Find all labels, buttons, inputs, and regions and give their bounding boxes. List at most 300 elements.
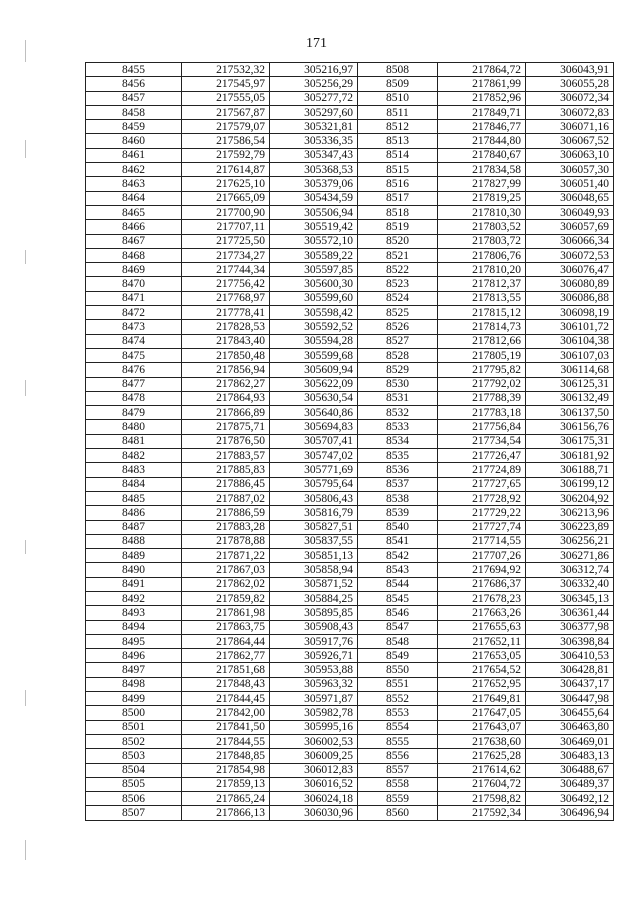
x-coordinate-cell: 217598,82 [438,792,526,806]
x-coordinate-cell: 217792,02 [438,377,526,391]
x-coordinate-cell: 217828,53 [182,320,270,334]
x-coordinate-cell: 217886,59 [182,506,270,520]
y-coordinate-cell: 305816,79 [270,506,358,520]
point-number-cell: 8477 [86,377,182,391]
point-number-cell: 8530 [358,377,438,391]
x-coordinate-cell: 217859,82 [182,591,270,605]
y-coordinate-cell: 306049,93 [526,205,614,219]
y-coordinate-cell: 305277,72 [270,91,358,105]
x-coordinate-cell: 217686,37 [438,577,526,591]
point-number-cell: 8471 [86,291,182,305]
table-row [86,649,614,663]
y-coordinate-cell: 305995,16 [270,720,358,734]
table-row [86,677,614,691]
x-coordinate-cell: 217887,02 [182,491,270,505]
point-number-cell: 8499 [86,692,182,706]
table-row [86,577,614,591]
point-number-cell: 8464 [86,191,182,205]
x-coordinate-cell: 217813,55 [438,291,526,305]
y-coordinate-cell: 306137,50 [526,406,614,420]
point-number-cell: 8474 [86,334,182,348]
point-number-cell: 8524 [358,291,438,305]
point-number-cell: 8466 [86,220,182,234]
point-number-cell: 8455 [86,63,182,77]
x-coordinate-cell: 217654,52 [438,663,526,677]
y-coordinate-cell: 305971,87 [270,692,358,706]
scan-edge-mark [25,690,26,706]
x-coordinate-cell: 217864,44 [182,634,270,648]
table-row [86,706,614,720]
table-row [86,220,614,234]
point-number-cell: 8553 [358,706,438,720]
y-coordinate-cell: 306072,83 [526,105,614,119]
y-coordinate-cell: 306204,92 [526,491,614,505]
point-number-cell: 8456 [86,77,182,91]
y-coordinate-cell: 306080,89 [526,277,614,291]
x-coordinate-cell: 217843,40 [182,334,270,348]
x-coordinate-cell: 217810,20 [438,263,526,277]
x-coordinate-cell: 217734,54 [438,434,526,448]
y-coordinate-cell: 305884,25 [270,591,358,605]
point-number-cell: 8486 [86,506,182,520]
table-row [86,491,614,505]
point-number-cell: 8544 [358,577,438,591]
x-coordinate-cell: 217863,75 [182,620,270,634]
point-number-cell: 8537 [358,477,438,491]
point-number-cell: 8502 [86,734,182,748]
point-number-cell: 8475 [86,348,182,362]
x-coordinate-cell: 217805,19 [438,348,526,362]
y-coordinate-cell: 305871,52 [270,577,358,591]
x-coordinate-cell: 217862,02 [182,577,270,591]
x-coordinate-cell: 217604,72 [438,777,526,791]
y-coordinate-cell: 306483,13 [526,749,614,763]
y-coordinate-cell: 305598,42 [270,306,358,320]
y-coordinate-cell: 305795,64 [270,477,358,491]
x-coordinate-cell: 217756,84 [438,420,526,434]
point-number-cell: 8497 [86,663,182,677]
y-coordinate-cell: 306024,18 [270,792,358,806]
point-number-cell: 8547 [358,620,438,634]
y-coordinate-cell: 306057,69 [526,220,614,234]
y-coordinate-cell: 305917,76 [270,634,358,648]
point-number-cell: 8533 [358,420,438,434]
x-coordinate-cell: 217864,93 [182,391,270,405]
y-coordinate-cell: 305806,43 [270,491,358,505]
x-coordinate-cell: 217841,50 [182,720,270,734]
point-number-cell: 8490 [86,563,182,577]
point-number-cell: 8503 [86,749,182,763]
y-coordinate-cell: 305953,88 [270,663,358,677]
x-coordinate-cell: 217532,32 [182,63,270,77]
point-number-cell: 8470 [86,277,182,291]
x-coordinate-cell: 217714,55 [438,534,526,548]
point-number-cell: 8485 [86,491,182,505]
table-row [86,749,614,763]
x-coordinate-cell: 217653,05 [438,649,526,663]
table-row [86,663,614,677]
point-number-cell: 8488 [86,534,182,548]
x-coordinate-cell: 217567,87 [182,105,270,119]
table-row [86,591,614,605]
x-coordinate-cell: 217678,23 [438,591,526,605]
x-coordinate-cell: 217592,79 [182,148,270,162]
point-number-cell: 8472 [86,306,182,320]
table-row [86,105,614,119]
x-coordinate-cell: 217795,82 [438,363,526,377]
y-coordinate-cell: 306076,47 [526,263,614,277]
point-number-cell: 8540 [358,520,438,534]
table-row [86,363,614,377]
y-coordinate-cell: 306496,94 [526,806,614,820]
point-number-cell: 8522 [358,263,438,277]
x-coordinate-cell: 217866,89 [182,406,270,420]
x-coordinate-cell: 217744,34 [182,263,270,277]
x-coordinate-cell: 217846,77 [438,120,526,134]
x-coordinate-cell: 217862,27 [182,377,270,391]
y-coordinate-cell: 306223,89 [526,520,614,534]
point-number-cell: 8527 [358,334,438,348]
table-row [86,306,614,320]
y-coordinate-cell: 306488,67 [526,763,614,777]
table-row [86,263,614,277]
point-number-cell: 8556 [358,749,438,763]
x-coordinate-cell: 217625,28 [438,749,526,763]
table-row [86,134,614,148]
y-coordinate-cell: 306455,64 [526,706,614,720]
table-row [86,277,614,291]
point-number-cell: 8480 [86,420,182,434]
x-coordinate-cell: 217806,76 [438,248,526,262]
y-coordinate-cell: 306114,68 [526,363,614,377]
x-coordinate-cell: 217866,13 [182,806,270,820]
x-coordinate-cell: 217783,18 [438,406,526,420]
table-row [86,234,614,248]
scan-edge-mark [25,140,26,158]
x-coordinate-cell: 217778,41 [182,306,270,320]
table-row [86,563,614,577]
y-coordinate-cell: 306055,28 [526,77,614,91]
point-number-cell: 8525 [358,306,438,320]
table-row [86,720,614,734]
point-number-cell: 8535 [358,449,438,463]
point-number-cell: 8498 [86,677,182,691]
scan-edge-mark [25,840,26,860]
y-coordinate-cell: 306492,12 [526,792,614,806]
y-coordinate-cell: 306377,98 [526,620,614,634]
table-row [86,348,614,362]
point-number-cell: 8479 [86,406,182,420]
y-coordinate-cell: 306086,88 [526,291,614,305]
x-coordinate-cell: 217726,47 [438,449,526,463]
x-coordinate-cell: 217724,89 [438,463,526,477]
table-row [86,777,614,791]
point-number-cell: 8482 [86,449,182,463]
point-number-cell: 8536 [358,463,438,477]
x-coordinate-cell: 217655,63 [438,620,526,634]
x-coordinate-cell: 217555,05 [182,91,270,105]
x-coordinate-cell: 217734,27 [182,248,270,262]
y-coordinate-cell: 305589,22 [270,248,358,262]
point-number-cell: 8551 [358,677,438,691]
table-row [86,549,614,563]
y-coordinate-cell: 305594,28 [270,334,358,348]
point-number-cell: 8516 [358,177,438,191]
coordinates-table-body [86,63,614,821]
table-row [86,391,614,405]
y-coordinate-cell: 305599,60 [270,291,358,305]
y-coordinate-cell: 305858,94 [270,563,358,577]
x-coordinate-cell: 217827,99 [438,177,526,191]
point-number-cell: 8491 [86,577,182,591]
y-coordinate-cell: 305519,42 [270,220,358,234]
point-number-cell: 8509 [358,77,438,91]
point-number-cell: 8483 [86,463,182,477]
y-coordinate-cell: 306332,40 [526,577,614,591]
x-coordinate-cell: 217842,00 [182,706,270,720]
table-row [86,148,614,162]
y-coordinate-cell: 305747,02 [270,449,358,463]
point-number-cell: 8517 [358,191,438,205]
x-coordinate-cell: 217883,28 [182,520,270,534]
y-coordinate-cell: 305622,09 [270,377,358,391]
x-coordinate-cell: 217883,57 [182,449,270,463]
page-number: 171 [306,36,327,51]
point-number-cell: 8542 [358,549,438,563]
y-coordinate-cell: 306063,10 [526,148,614,162]
y-coordinate-cell: 305640,86 [270,406,358,420]
table-row [86,320,614,334]
x-coordinate-cell: 217768,97 [182,291,270,305]
point-number-cell: 8481 [86,434,182,448]
table-row [86,606,614,620]
point-number-cell: 8518 [358,205,438,219]
x-coordinate-cell: 217852,96 [438,91,526,105]
x-coordinate-cell: 217867,03 [182,563,270,577]
y-coordinate-cell: 306043,91 [526,63,614,77]
point-number-cell: 8493 [86,606,182,620]
x-coordinate-cell: 217850,48 [182,348,270,362]
point-number-cell: 8492 [86,591,182,605]
point-number-cell: 8484 [86,477,182,491]
point-number-cell: 8550 [358,663,438,677]
x-coordinate-cell: 217643,07 [438,720,526,734]
point-number-cell: 8458 [86,105,182,119]
point-number-cell: 8511 [358,105,438,119]
y-coordinate-cell: 306072,34 [526,91,614,105]
y-coordinate-cell: 305926,71 [270,649,358,663]
x-coordinate-cell: 217649,81 [438,692,526,706]
y-coordinate-cell: 305506,94 [270,205,358,219]
y-coordinate-cell: 306428,81 [526,663,614,677]
x-coordinate-cell: 217812,66 [438,334,526,348]
x-coordinate-cell: 217854,98 [182,763,270,777]
point-number-cell: 8494 [86,620,182,634]
table-row [86,248,614,262]
point-number-cell: 8461 [86,148,182,162]
y-coordinate-cell: 305336,35 [270,134,358,148]
y-coordinate-cell: 306030,96 [270,806,358,820]
x-coordinate-cell: 217788,39 [438,391,526,405]
y-coordinate-cell: 306188,71 [526,463,614,477]
y-coordinate-cell: 306398,84 [526,634,614,648]
y-coordinate-cell: 306072,53 [526,248,614,262]
table-row [86,463,614,477]
point-number-cell: 8558 [358,777,438,791]
y-coordinate-cell: 305963,32 [270,677,358,691]
x-coordinate-cell: 217727,74 [438,520,526,534]
x-coordinate-cell: 217844,80 [438,134,526,148]
x-coordinate-cell: 217614,62 [438,763,526,777]
x-coordinate-cell: 217862,77 [182,649,270,663]
x-coordinate-cell: 217694,92 [438,563,526,577]
y-coordinate-cell: 306345,13 [526,591,614,605]
x-coordinate-cell: 217592,34 [438,806,526,820]
y-coordinate-cell: 305630,54 [270,391,358,405]
table-row [86,334,614,348]
point-number-cell: 8504 [86,763,182,777]
y-coordinate-cell: 306012,83 [270,763,358,777]
point-number-cell: 8463 [86,177,182,191]
x-coordinate-cell: 217647,05 [438,706,526,720]
y-coordinate-cell: 305851,13 [270,549,358,563]
x-coordinate-cell: 217756,42 [182,277,270,291]
x-coordinate-cell: 217803,52 [438,220,526,234]
point-number-cell: 8487 [86,520,182,534]
y-coordinate-cell: 306469,01 [526,734,614,748]
x-coordinate-cell: 217729,22 [438,506,526,520]
x-coordinate-cell: 217700,90 [182,205,270,219]
x-coordinate-cell: 217725,50 [182,234,270,248]
x-coordinate-cell: 217865,24 [182,792,270,806]
point-number-cell: 8546 [358,606,438,620]
y-coordinate-cell: 305216,97 [270,63,358,77]
y-coordinate-cell: 305572,10 [270,234,358,248]
y-coordinate-cell: 306125,31 [526,377,614,391]
x-coordinate-cell: 217840,67 [438,148,526,162]
y-coordinate-cell: 305347,43 [270,148,358,162]
x-coordinate-cell: 217819,25 [438,191,526,205]
y-coordinate-cell: 306175,31 [526,434,614,448]
y-coordinate-cell: 305982,78 [270,706,358,720]
point-number-cell: 8554 [358,720,438,734]
y-coordinate-cell: 305895,85 [270,606,358,620]
x-coordinate-cell: 217814,73 [438,320,526,334]
point-number-cell: 8467 [86,234,182,248]
y-coordinate-cell: 306101,72 [526,320,614,334]
point-number-cell: 8560 [358,806,438,820]
y-coordinate-cell: 305321,81 [270,120,358,134]
x-coordinate-cell: 217665,09 [182,191,270,205]
y-coordinate-cell: 306213,96 [526,506,614,520]
x-coordinate-cell: 217638,60 [438,734,526,748]
x-coordinate-cell: 217707,11 [182,220,270,234]
table-row [86,792,614,806]
table-row [86,477,614,491]
scan-edge-mark [25,380,26,396]
y-coordinate-cell: 305609,94 [270,363,358,377]
x-coordinate-cell: 217844,45 [182,692,270,706]
table-row [86,506,614,520]
y-coordinate-cell: 305908,43 [270,620,358,634]
point-number-cell: 8513 [358,134,438,148]
x-coordinate-cell: 217851,68 [182,663,270,677]
x-coordinate-cell: 217614,87 [182,163,270,177]
y-coordinate-cell: 306361,44 [526,606,614,620]
point-number-cell: 8457 [86,91,182,105]
y-coordinate-cell: 306410,53 [526,649,614,663]
x-coordinate-cell: 217815,12 [438,306,526,320]
x-coordinate-cell: 217875,71 [182,420,270,434]
y-coordinate-cell: 305771,69 [270,463,358,477]
y-coordinate-cell: 306104,38 [526,334,614,348]
table-row [86,634,614,648]
y-coordinate-cell: 306489,37 [526,777,614,791]
point-number-cell: 8559 [358,792,438,806]
table-row [86,191,614,205]
table-row [86,520,614,534]
table-row [86,205,614,219]
table-row [86,449,614,463]
point-number-cell: 8508 [358,63,438,77]
x-coordinate-cell: 217812,37 [438,277,526,291]
table-row [86,734,614,748]
y-coordinate-cell: 306067,52 [526,134,614,148]
point-number-cell: 8541 [358,534,438,548]
table-row [86,692,614,706]
point-number-cell: 8476 [86,363,182,377]
point-number-cell: 8529 [358,363,438,377]
x-coordinate-cell: 217864,72 [438,63,526,77]
point-number-cell: 8473 [86,320,182,334]
y-coordinate-cell: 305297,60 [270,105,358,119]
x-coordinate-cell: 217579,07 [182,120,270,134]
point-number-cell: 8500 [86,706,182,720]
table-row [86,406,614,420]
scan-edge-mark [25,250,26,264]
point-number-cell: 8548 [358,634,438,648]
table-row [86,91,614,105]
point-number-cell: 8460 [86,134,182,148]
x-coordinate-cell: 217545,97 [182,77,270,91]
x-coordinate-cell: 217727,65 [438,477,526,491]
y-coordinate-cell: 306066,34 [526,234,614,248]
table-row [86,534,614,548]
y-coordinate-cell: 305599,68 [270,348,358,362]
point-number-cell: 8468 [86,248,182,262]
x-coordinate-cell: 217861,99 [438,77,526,91]
x-coordinate-cell: 217586,54 [182,134,270,148]
y-coordinate-cell: 305597,85 [270,263,358,277]
x-coordinate-cell: 217861,98 [182,606,270,620]
x-coordinate-cell: 217886,45 [182,477,270,491]
point-number-cell: 8532 [358,406,438,420]
x-coordinate-cell: 217844,55 [182,734,270,748]
scan-edge-mark [25,40,26,62]
y-coordinate-cell: 305434,59 [270,191,358,205]
point-number-cell: 8505 [86,777,182,791]
point-number-cell: 8543 [358,563,438,577]
table-row [86,177,614,191]
point-number-cell: 8557 [358,763,438,777]
x-coordinate-cell: 217803,72 [438,234,526,248]
x-coordinate-cell: 217663,26 [438,606,526,620]
x-coordinate-cell: 217859,13 [182,777,270,791]
y-coordinate-cell: 305827,51 [270,520,358,534]
y-coordinate-cell: 305592,52 [270,320,358,334]
y-coordinate-cell: 306057,30 [526,163,614,177]
y-coordinate-cell: 305368,53 [270,163,358,177]
